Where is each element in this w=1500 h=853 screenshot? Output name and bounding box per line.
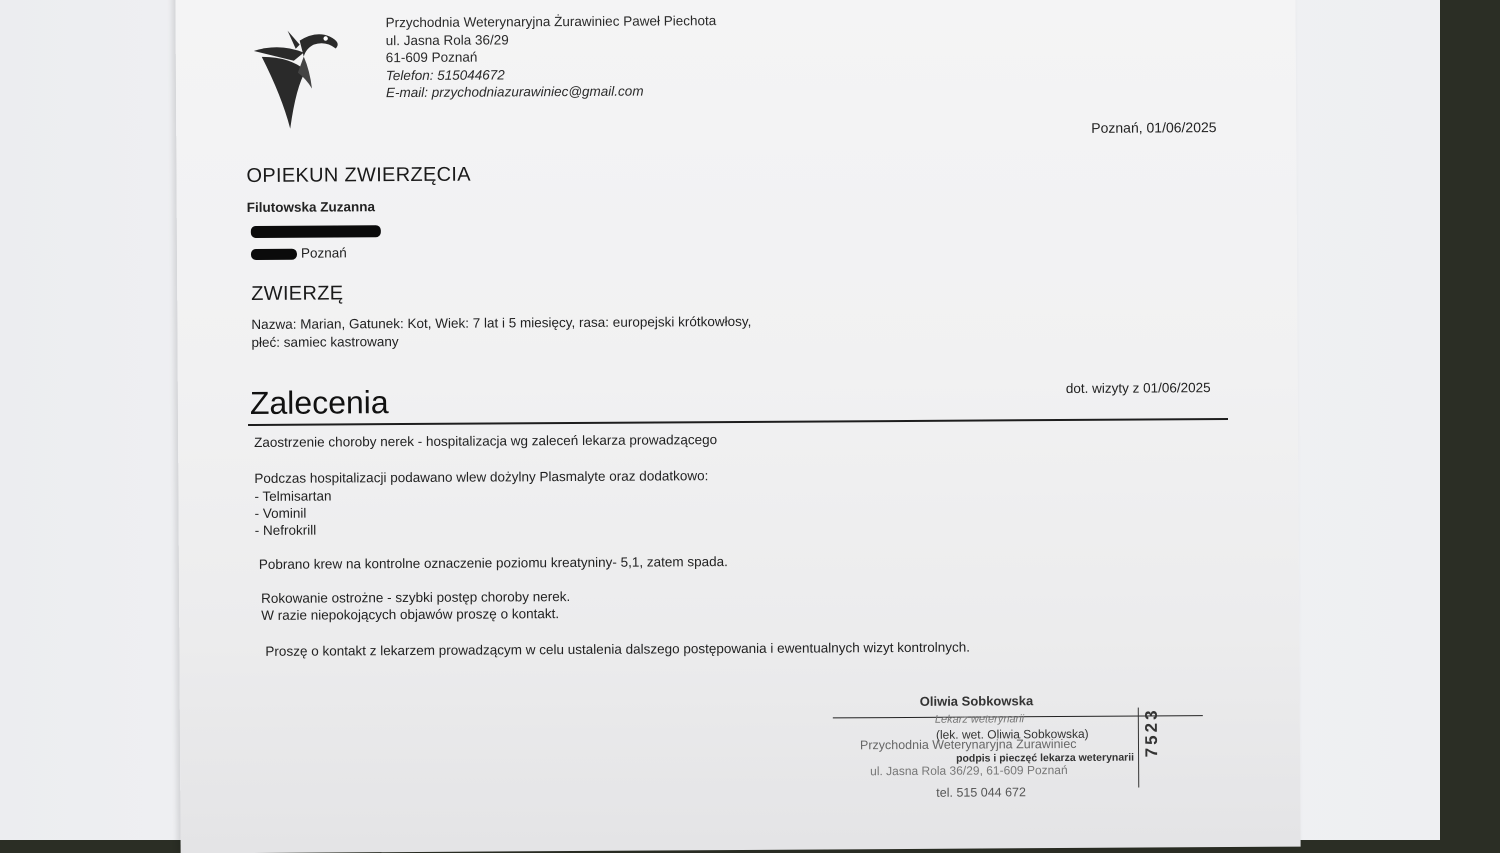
owner-heading: OPIEKUN ZWIERZĘCIA (246, 163, 471, 187)
medication-item: - Vominil (254, 505, 307, 521)
recommendation-contact: W razie niepokojących objawów proszę o kontakt. (261, 606, 560, 623)
owner-name: Filutowska Zuzanna (246, 199, 376, 215)
clinic-street: ul. Jasna Rola 36/29 (385, 31, 509, 48)
document-page (175, 0, 1300, 853)
redacted-postal-code (251, 249, 297, 260)
recommendation-bloodwork: Pobrano krew na kontrolne oznaczenie poziomu kreatyniny- 5,1, zatem spada. (258, 554, 728, 572)
animal-heading: ZWIERZĘ (251, 282, 344, 305)
visit-reference: dot. wizyty z 01/06/2025 (1065, 380, 1211, 396)
animal-info-line2: płeć: samiec kastrowany (251, 334, 399, 350)
stamp-title: Lekarz weterynarii (934, 713, 1025, 726)
clinic-name: Przychodnia Weterynaryjna Żurawiniec Paweł Piechota (385, 13, 717, 31)
document-date: Poznań, 01/06/2025 (1091, 119, 1217, 136)
clinic-header (386, 12, 717, 102)
clinic-phone: Telefon: 515044672 (385, 66, 505, 83)
crane-bird-logo (250, 26, 343, 133)
animal-info-line1: Nazwa: Marian, Gatunek: Kot, Wiek: 7 lat i 5 miesięcy, rasa: europejski krótkowłosy, (251, 313, 752, 332)
recommendation-treatment: Podczas hospitalizacji podawano wlew dożylny Plasmalyte oraz dodatkowo: (254, 468, 709, 486)
section-divider (248, 418, 1228, 426)
stamp-address: ul. Jasna Rola 36/29, 61-609 Poznań (870, 762, 1068, 779)
clinic-email: E-mail: przychodniazurawiniec@gmail.com (385, 83, 644, 101)
recommendation-followup: Proszę o kontakt z lekarzem prowadzącym w celu ustalenia dalszego postępowania i ewentualnych wizyt kontrolnych. (265, 639, 971, 659)
redacted-address (251, 225, 381, 238)
recommendation-diagnosis: Zaostrzenie choroby nerek - hospitalizacja wg zaleceń lekarza prowadzącego (254, 432, 718, 450)
stamp-border (1138, 708, 1139, 788)
recommendation-prognosis: Rokowanie ostrożne - szybki postęp choroby nerek. (261, 589, 571, 606)
stamp-phone: tel. 515 044 672 (936, 785, 1026, 800)
clinic-postal-city: 61-609 Poznań (385, 49, 478, 66)
stamp-caption: podpis i pieczęć lekarza weterynarii (956, 751, 1135, 765)
recommendations-heading: Zalecenia (249, 384, 389, 421)
medication-item: - Nefrokrill (254, 522, 317, 538)
medication-item: - Telmisartan (254, 488, 332, 504)
stamp-doctor: (lek. wet. Oliwia Sobkowska) (935, 726, 1089, 742)
stamp-number: 7523 (1141, 707, 1162, 758)
signature-name: Oliwia Sobkowska (919, 693, 1034, 709)
stamp-clinic: Przychodnia Weterynaryjna Żurawiniec (859, 736, 1077, 753)
owner-city: Poznań (300, 245, 347, 261)
animal-info (251, 313, 751, 352)
